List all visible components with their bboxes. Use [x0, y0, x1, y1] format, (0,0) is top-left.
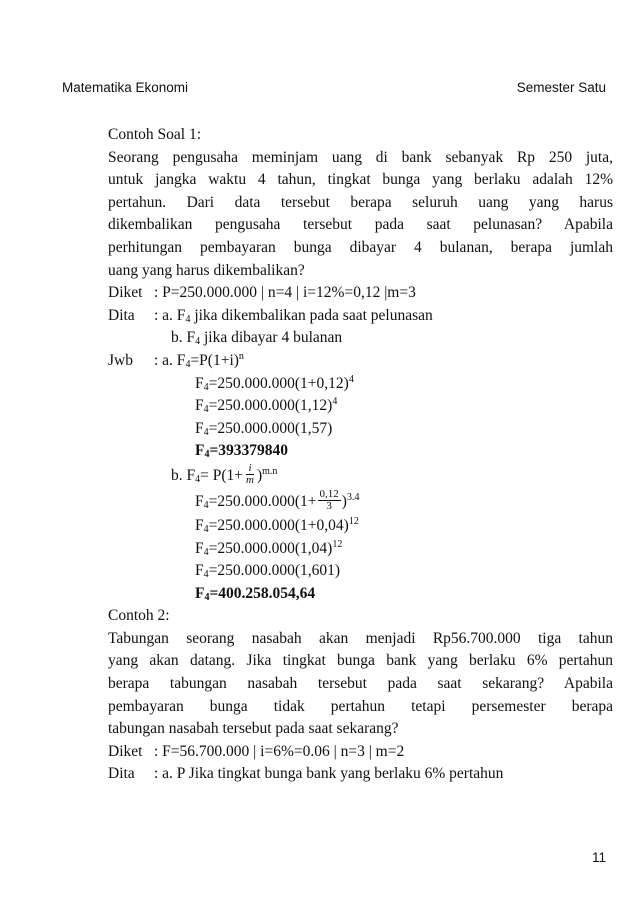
example-2-dita: Dita : a. P Jika tingkat bunga bank yang berlaku 6% pertahun — [108, 763, 613, 786]
equation-step: $F_4=250.000.000(1+$ $\frac{0,12}{3}$ )$^{3.4}$ — [195, 487, 360, 512]
diket-label: Diket — [108, 284, 143, 302]
fraction-i-over-m: $\frac{i}{m}$ — [246, 461, 254, 486]
example-2-diket — [108, 741, 613, 764]
equation-step: $F_4=250.000.000(1,12)^4$ — [195, 396, 338, 416]
example-2-title: Contoh 2: — [108, 607, 170, 625]
question-line: uang yang harus dikembalikan? — [108, 261, 305, 279]
question-line: dikembalikan pengusaha tersebut pada saat pelunasan? Apabila — [108, 216, 613, 234]
question-line: tabungan nasabah tersebut pada saat sekarang? — [108, 720, 399, 738]
equation-step: $F_4=250.000.000(1,601)$ — [195, 562, 341, 581]
equation-step: $F_4=250.000.000(1,57)$ — [195, 419, 333, 438]
question-line: perhitungan pembayaran bunga dibayar 4 bulanan, berapa jumlah — [108, 238, 613, 256]
dita-label: Dita — [108, 306, 135, 324]
example-1-diket — [108, 282, 613, 305]
result-a: $F_4=393379840$ — [195, 442, 289, 461]
diket-label: Diket — [108, 742, 143, 760]
example-2-question — [108, 628, 613, 741]
question-line: yang akan datang. Jika tingkat bunga bank yang berlaku 6% pertahun — [108, 652, 613, 670]
dita-label: Dita — [108, 765, 135, 783]
fraction-012-over-3: $\frac{0,12}{3}$ — [319, 487, 339, 512]
example-1-question — [108, 147, 613, 283]
example-1-jwb-a: Jwb : a. $F_4=P(1+i)^n$ — [108, 350, 613, 373]
equation-step: $F_4=250.000.000(1,04)^{12}$ — [195, 538, 343, 558]
example-1-dita-a: Dita : a. $F_4$ jika dikembalikan pada saat pelunasan — [108, 305, 613, 328]
jwb-label: Jwb — [108, 351, 133, 369]
page-number: 11 — [591, 850, 606, 865]
header-course-title: Matematika Ekonomi — [62, 80, 189, 95]
result-b: $F_4=400.258.054,64$ — [195, 584, 316, 603]
question-line: pertahun. Dari data tersebut berapa seluruh uang yang harus — [108, 193, 613, 211]
example-1-title: Contoh Soal 1: — [108, 126, 202, 143]
equation-step: $F_4=250.000.000(1+0,04)^{12}$ — [195, 515, 359, 535]
page-header — [62, 80, 606, 100]
equation-step: $F_4=250.000.000(1+0,12)^4$ — [195, 373, 354, 393]
diket-value: : P=250.000.000 | n=4 | i=12%=0,12 |m=3 — [154, 284, 416, 302]
header-semester: Semester Satu — [516, 80, 606, 95]
example-1-jwb-b: b. $F_4= P(1+$ $\frac{i}{m}$ )$^{m.n}$ — [171, 461, 278, 486]
question-line: untuk jangka waktu 4 tahun, tingkat bunga yang berlaku adalah 12% — [108, 171, 613, 189]
question-line: pembayaran bunga tidak pertahun tetapi persemester berapa — [108, 697, 613, 715]
question-line: Tabungan seorang nasabah akan menjadi Rp56.700.000 tiga tahun — [108, 629, 613, 647]
example-1-dita-b: b. $F_4$ jika dibayar 4 bulanan — [171, 329, 343, 348]
question-line: berapa tabungan nasabah tersebut pada saat sekarang? Apabila — [108, 675, 613, 693]
diket-value: : F=56.700.000 | i=6%=0.06 | n=3 | m=2 — [154, 742, 405, 760]
page-content — [108, 124, 613, 786]
question-line: Seorang pengusaha meminjam uang di bank sebanyak Rp 250 juta, — [108, 148, 613, 166]
